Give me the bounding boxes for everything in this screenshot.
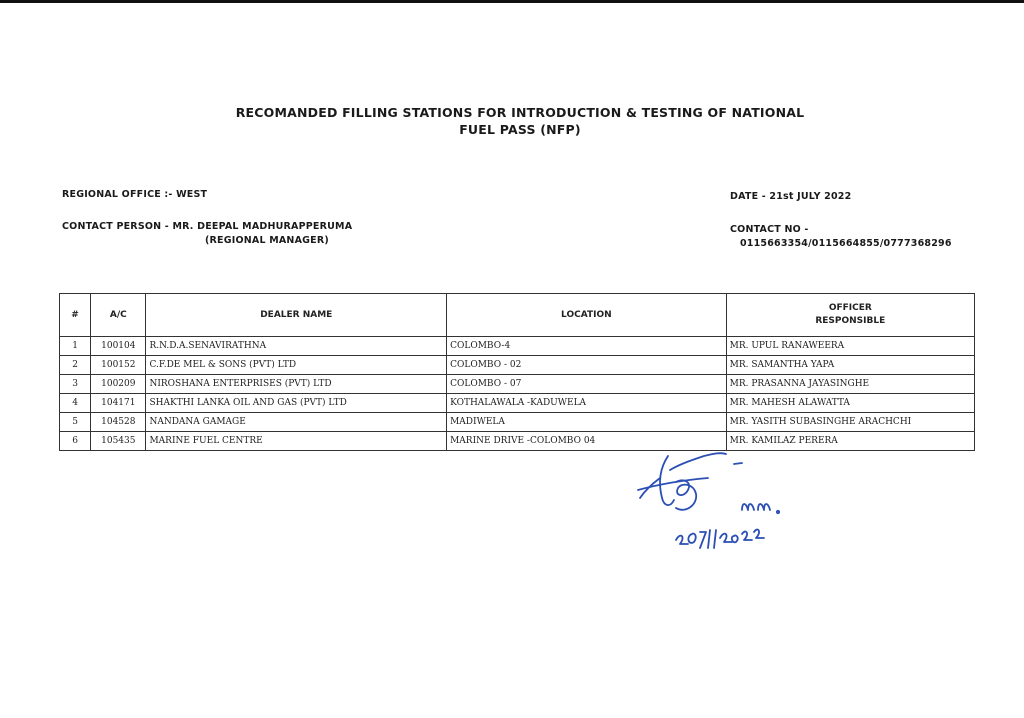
document-date: DATE - 21st JULY 2022 <box>730 191 852 202</box>
row-location: MADIWELA <box>447 413 727 432</box>
row-location: KOTHALAWALA -KADUWELA <box>447 394 727 413</box>
row-ac: 104528 <box>91 413 146 432</box>
row-num: 6 <box>60 432 91 451</box>
table-row <box>60 356 975 375</box>
row-officer: MR. PRASANNA JAYASINGHE <box>726 375 974 394</box>
header-ac: A/C <box>91 294 146 337</box>
stations-table <box>59 293 975 451</box>
row-ac: 105435 <box>91 432 146 451</box>
row-ac: 100209 <box>91 375 146 394</box>
table-row <box>60 375 975 394</box>
row-officer: MR. KAMILAZ PERERA <box>726 432 974 451</box>
row-num: 2 <box>60 356 91 375</box>
contact-no-label: CONTACT NO - <box>730 224 809 235</box>
header-location: LOCATION <box>447 294 727 337</box>
contact-person: CONTACT PERSON - MR. DEEPAL MADHURAPPERUMA <box>62 221 353 232</box>
row-num: 3 <box>60 375 91 394</box>
contact-role: (REGIONAL MANAGER) <box>205 235 329 246</box>
row-officer: MR. UPUL RANAWEERA <box>726 337 974 356</box>
row-dealer: NANDANA GAMAGE <box>146 413 447 432</box>
row-officer: MR. SAMANTHA YAPA <box>726 356 974 375</box>
row-num: 4 <box>60 394 91 413</box>
row-ac: 100104 <box>91 337 146 356</box>
table-row <box>60 432 975 451</box>
regional-office: REGIONAL OFFICE :- WEST <box>62 189 208 200</box>
row-location: COLOMBO - 07 <box>447 375 727 394</box>
title-line-2: FUEL PASS (NFP) <box>459 122 581 137</box>
row-ac: 100152 <box>91 356 146 375</box>
header-officer <box>726 294 974 337</box>
table-header-row <box>60 294 975 337</box>
handwritten-signature <box>630 448 800 568</box>
row-num: 1 <box>60 337 91 356</box>
row-location: COLOMBO - 02 <box>447 356 727 375</box>
row-ac: 104171 <box>91 394 146 413</box>
table-row <box>60 413 975 432</box>
table-row <box>60 337 975 356</box>
row-dealer: R.N.D.A.SENAVIRATHNA <box>146 337 447 356</box>
top-border <box>0 0 1024 3</box>
title-line-1: RECOMANDED FILLING STATIONS FOR INTRODUCTION & TESTING OF NATIONAL <box>235 105 805 120</box>
row-officer: MR. YASITH SUBASINGHE ARACHCHI <box>726 413 974 432</box>
row-location: MARINE DRIVE -COLOMBO 04 <box>447 432 727 451</box>
table-row <box>60 394 975 413</box>
row-dealer: SHAKTHI LANKA OIL AND GAS (PVT) LTD <box>146 394 447 413</box>
row-dealer: C.F.DE MEL & SONS (PVT) LTD <box>146 356 447 375</box>
header-dealer: DEALER NAME <box>146 294 447 337</box>
contact-numbers: 0115663354/0115664855/0777368296 <box>740 238 952 249</box>
row-officer: MR. MAHESH ALAWATTA <box>726 394 974 413</box>
row-dealer: MARINE FUEL CENTRE <box>146 432 447 451</box>
row-dealer: NIROSHANA ENTERPRISES (PVT) LTD <box>146 375 447 394</box>
document-title <box>160 104 880 138</box>
header-officer-line-1: OFFICER <box>828 303 872 313</box>
header-officer-line-2: RESPONSIBLE <box>815 316 886 326</box>
header-num: # <box>60 294 91 337</box>
row-location: COLOMBO-4 <box>447 337 727 356</box>
row-num: 5 <box>60 413 91 432</box>
